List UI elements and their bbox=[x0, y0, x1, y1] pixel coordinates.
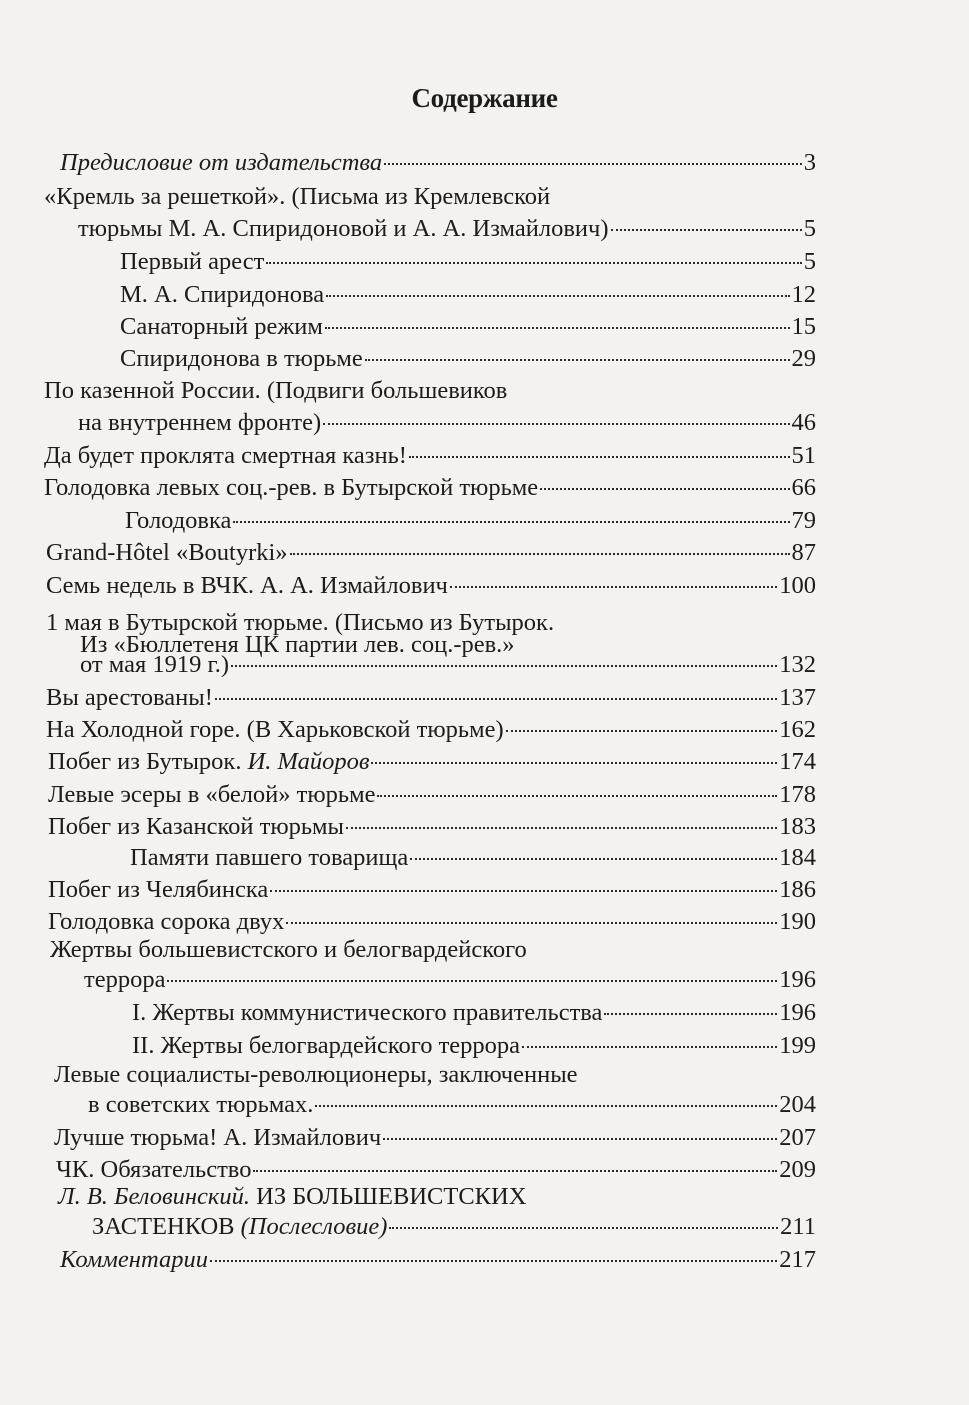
toc-entry-escape-butyrki: Побег из Бутырок. И. Майоров 174 bbox=[48, 748, 816, 775]
toc-entry-victims: террора 196 bbox=[84, 966, 816, 993]
page-number: 190 bbox=[779, 908, 816, 935]
page-number: 29 bbox=[791, 345, 816, 372]
page-number: 184 bbox=[779, 844, 816, 871]
toc-entry-kreml-line1: «Кремль за решеткой». (Письма из Кремлевской bbox=[44, 183, 551, 210]
toc-entry-white-prison: Левые эсеры в «белой» тюрьме 178 bbox=[48, 781, 816, 808]
page-number: 183 bbox=[779, 813, 816, 840]
dot-leader bbox=[540, 488, 789, 490]
toc-entry-victims-line1: Жертвы большевистского и белогвардейского bbox=[50, 936, 527, 963]
dot-leader bbox=[409, 456, 790, 458]
dot-leader bbox=[290, 553, 790, 555]
toc-entry-kazennaya-line1: По казенной России. (Подвиги большевиков bbox=[44, 377, 508, 404]
dot-leader bbox=[315, 1105, 777, 1107]
dot-leader bbox=[611, 229, 802, 231]
dot-leader bbox=[389, 1227, 778, 1229]
toc-entry-better-prison: Лучше тюрьма! А. Измайлович 207 bbox=[54, 1124, 816, 1151]
page-number: 209 bbox=[779, 1156, 816, 1183]
dot-leader bbox=[365, 359, 790, 361]
dot-leader bbox=[266, 262, 801, 264]
dot-leader bbox=[383, 1138, 777, 1140]
toc-entry-left-sr-line1: Левые социалисты-революционеры, заключенные bbox=[54, 1061, 578, 1088]
page-number: 15 bbox=[791, 313, 816, 340]
toc-entry-left-sr: в советских тюрьмах. 204 bbox=[88, 1091, 816, 1118]
dot-leader bbox=[270, 890, 777, 892]
dot-leader bbox=[323, 423, 789, 425]
toc-entry-hunger42: Голодовка сорока двух 190 bbox=[48, 908, 816, 935]
toc-entry-death-penalty: Да будет проклята смертная казнь! 51 bbox=[44, 442, 816, 469]
page-number: 178 bbox=[779, 781, 816, 808]
dot-leader bbox=[604, 1013, 777, 1015]
page-number: 132 bbox=[779, 651, 816, 678]
author-name: Л. В. Беловинский. bbox=[58, 1183, 251, 1210]
toc-entry-grand-hotel: Grand-Hôtel «Boutyrki» 87 bbox=[46, 539, 816, 566]
page-number: 5 bbox=[803, 248, 816, 275]
toc-entry-first-arrest: Первый арест 5 bbox=[120, 248, 816, 275]
toc-entry-escape-chelyabinsk: Побег из Челябинска 186 bbox=[48, 876, 816, 903]
page-number: 196 bbox=[779, 999, 816, 1026]
author-name: И. Майоров bbox=[247, 748, 370, 775]
dot-leader bbox=[167, 980, 777, 982]
toc-entry-victims-white: II. Жертвы белогвардейского террора 199 bbox=[132, 1032, 816, 1059]
page-number: 217 bbox=[779, 1246, 816, 1273]
dot-leader bbox=[450, 586, 777, 588]
toc-entry-victims-communist: I. Жертвы коммунистического правительства 196 bbox=[132, 999, 816, 1026]
page-number: 199 bbox=[779, 1032, 816, 1059]
dot-leader bbox=[377, 795, 777, 797]
toc-entry-may1-line2: Из «Бюллетеня ЦК партии лев. соц.-рев.» bbox=[80, 631, 515, 658]
page-number: 46 bbox=[791, 409, 816, 436]
toc-entry-sanatorium: Санаторный режим 15 bbox=[120, 313, 816, 340]
page-number: 207 bbox=[779, 1124, 816, 1151]
page-number: 211 bbox=[780, 1213, 816, 1240]
toc-entry-escape-kazan: Побег из Казанской тюрьмы 183 bbox=[48, 813, 816, 840]
dot-leader bbox=[506, 730, 778, 732]
dot-leader bbox=[346, 827, 777, 829]
toc-entry-foreword: Предисловие от издательства 3 bbox=[60, 149, 816, 176]
page-number: 137 bbox=[779, 684, 816, 711]
page-number: 186 bbox=[779, 876, 816, 903]
toc-entry-afterword: ЗАСТЕНКОВ (Послесловие) 211 bbox=[92, 1213, 816, 1240]
toc-entry-cold-mountain: На Холодной горе. (В Харьковской тюрьме) 162 bbox=[46, 716, 816, 743]
dot-leader bbox=[325, 327, 790, 329]
toc-entry-chk: ЧК. Обязательство 209 bbox=[56, 1156, 816, 1183]
dot-leader bbox=[384, 163, 802, 165]
toc-entry-kreml: тюрьмы М. А. Спиридоновой и А. А. Измайлович) 5 bbox=[78, 215, 816, 242]
dot-leader bbox=[215, 698, 777, 700]
toc-entry-arrested: Вы арестованы! 137 bbox=[46, 684, 816, 711]
toc-entry-may1-line1: 1 мая в Бутырской тюрьме. (Письмо из Бутырок. bbox=[46, 609, 555, 636]
page-number: 79 bbox=[791, 507, 816, 534]
dot-leader bbox=[231, 665, 777, 667]
page-number: 174 bbox=[779, 748, 816, 775]
page-title: Содержание bbox=[411, 83, 558, 113]
dot-leader bbox=[522, 1046, 777, 1048]
dot-leader bbox=[286, 922, 777, 924]
toc-entry-hunger-butyrka: Голодовка левых соц.-рев. в Бутырской тюрьме 66 bbox=[44, 474, 816, 501]
dot-leader bbox=[371, 762, 777, 764]
toc-entry-may1: от мая 1919 г.) 132 bbox=[80, 651, 816, 678]
page-number: 100 bbox=[779, 572, 816, 599]
page-number: 162 bbox=[779, 716, 816, 743]
toc-entry-kazennaya: на внутреннем фронте) 46 bbox=[78, 409, 816, 436]
page-number: 51 bbox=[791, 442, 816, 469]
toc-entry-comments: Комментарии 217 bbox=[60, 1246, 816, 1273]
dot-leader bbox=[326, 295, 789, 297]
dot-leader bbox=[210, 1260, 777, 1262]
page-number: 3 bbox=[803, 149, 816, 176]
dot-leader bbox=[410, 858, 777, 860]
dot-leader bbox=[253, 1170, 777, 1172]
page-number: 196 bbox=[779, 966, 816, 993]
page-number: 12 bbox=[791, 281, 816, 308]
toc-entry-spiridonova-prison: Спиридонова в тюрьме 29 bbox=[120, 345, 816, 372]
page-number: 87 bbox=[791, 539, 816, 566]
toc-entry-seven-weeks: Семь недель в ВЧК. А. А. Измайлович 100 bbox=[46, 572, 816, 599]
toc-entry-hunger: Голодовка 79 bbox=[125, 507, 816, 534]
toc-entry-spiridonova: М. А. Спиридонова 12 bbox=[120, 281, 816, 308]
dot-leader bbox=[233, 521, 789, 523]
page-number: 66 bbox=[791, 474, 816, 501]
page-number: 5 bbox=[803, 215, 816, 242]
page-number: 204 bbox=[779, 1091, 816, 1118]
toc-entry-afterword-line1: Л. В. Беловинский. ИЗ БОЛЬШЕВИСТСКИХ bbox=[58, 1183, 527, 1210]
toc-entry-memory: Памяти павшего товарища 184 bbox=[130, 844, 816, 871]
